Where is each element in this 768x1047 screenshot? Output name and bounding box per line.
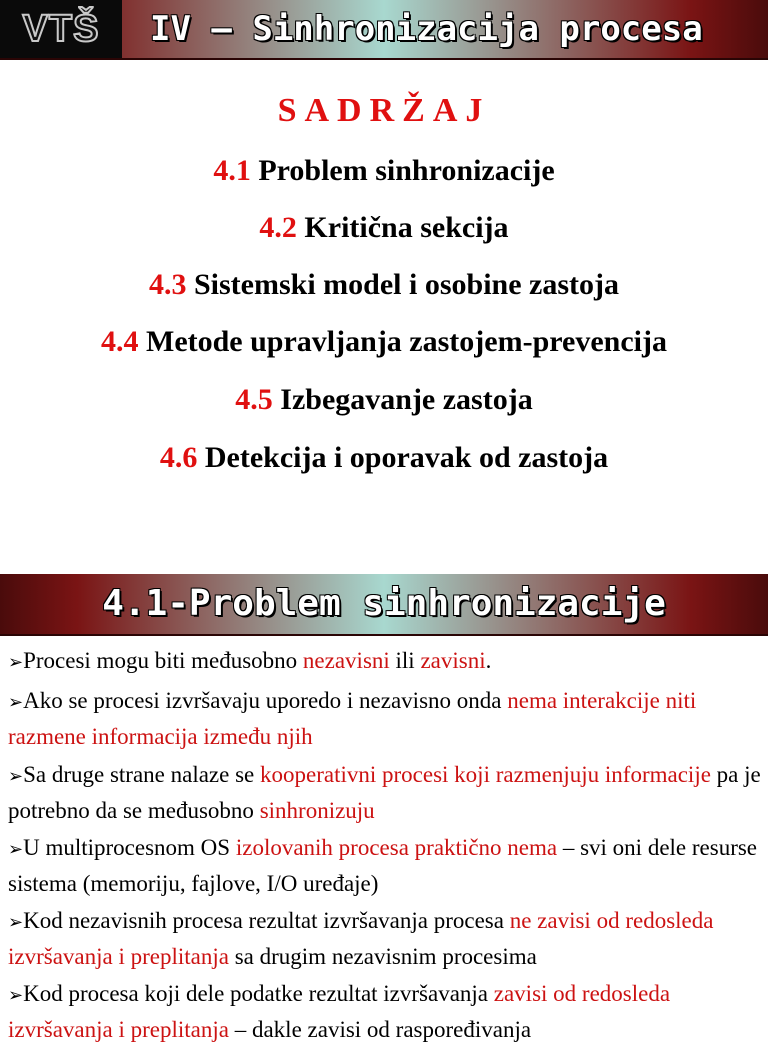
highlight-run: kooperativni procesi koji razmenjuju informacije <box>260 762 711 787</box>
text-run: – dakle zavisi od raspoređivanja <box>228 1017 532 1042</box>
bullet-arrow-icon: ➢ <box>8 839 24 860</box>
bullet-arrow-icon: ➢ <box>8 766 24 787</box>
text-run: U multiprocesnom OS <box>23 835 236 860</box>
highlight-run: ne zavisi od redosleda izvršavanja i preplitanja <box>8 908 714 969</box>
text-run: Ako se procesi izvršavaju uporedo i nezavisno onda <box>23 688 508 713</box>
slide-title: 4.1-Problem sinhronizacije <box>102 582 666 624</box>
contents-heading: SADRŽAJ <box>277 92 491 129</box>
text-run: Procesi mogu biti međusobno <box>23 648 303 673</box>
vts-logo <box>0 0 122 58</box>
toc-text: Problem sinhronizacije <box>258 154 555 187</box>
bullet-arrow-icon: ➢ <box>8 985 24 1006</box>
toc-text: Izbegavanje zastoja <box>280 383 533 416</box>
slide-separator <box>0 560 768 574</box>
bullet-paragraph <box>8 684 764 754</box>
toc-item <box>0 268 768 302</box>
bullet-paragraph <box>8 644 764 680</box>
bullet-paragraph <box>8 831 764 901</box>
toc-item <box>0 211 768 245</box>
highlight-run: izolovanih procesa praktično nema <box>235 835 558 860</box>
logo-text: VTŠ <box>22 7 100 50</box>
title-banner <box>0 574 768 636</box>
bullet-arrow-icon: ➢ <box>8 912 24 933</box>
toc-text: Kritična sekcija <box>304 211 509 244</box>
slide-problem <box>0 574 768 1042</box>
highlight-run: zavisni <box>420 648 486 673</box>
toc-number: 4.3 <box>148 268 187 301</box>
text-run: Kod nezavisnih procesa rezultat izvršavanja procesa <box>23 908 510 933</box>
toc-text: Sistemski model i osobine zastoja <box>193 268 619 301</box>
bullet-paragraph <box>8 977 764 1047</box>
toc-item <box>0 441 768 475</box>
toc-number: 4.6 <box>159 441 198 474</box>
bullet-paragraph <box>8 758 764 828</box>
text-run: – svi oni dele resurse sistema (memoriju, fajlove, I/O uređaje) <box>8 835 758 896</box>
text-run: Sa druge strane nalaze se <box>23 762 261 787</box>
toc-number: 4.5 <box>235 383 273 416</box>
toc-text: Metode upravljanja zastojem-prevencija <box>146 325 667 358</box>
toc-item <box>0 325 768 359</box>
text-run: sa drugim nezavisnim procesima <box>228 944 537 969</box>
bullet-paragraph <box>8 904 764 974</box>
toc-number: 4.1 <box>213 154 251 187</box>
toc-text: Detekcija i oporavak od zastoja <box>204 441 609 474</box>
toc-item <box>0 154 768 188</box>
highlight-run: nezavisni <box>302 648 390 673</box>
text-run: ili <box>389 648 421 673</box>
toc-number: 4.4 <box>101 325 139 358</box>
title-banner <box>0 0 768 60</box>
toc-number: 4.2 <box>259 211 297 244</box>
highlight-run: nema interakcije niti razmene informacija između njih <box>8 688 697 749</box>
toc-item <box>0 383 768 417</box>
bullet-arrow-icon: ➢ <box>8 652 24 673</box>
highlight-run: zavisi od redosleda izvršavanja i preplitanja <box>8 981 671 1042</box>
slide-title: IV – Sinhronizacija procesa <box>150 9 703 49</box>
text-run: Kod procesa koji dele podatke rezultat izvršavanja <box>23 981 494 1006</box>
text-run: . <box>485 648 492 673</box>
highlight-run: sinhronizuju <box>259 798 375 823</box>
bullet-arrow-icon: ➢ <box>8 692 24 713</box>
text-run: pa je potrebno da se međusobno <box>8 762 761 823</box>
